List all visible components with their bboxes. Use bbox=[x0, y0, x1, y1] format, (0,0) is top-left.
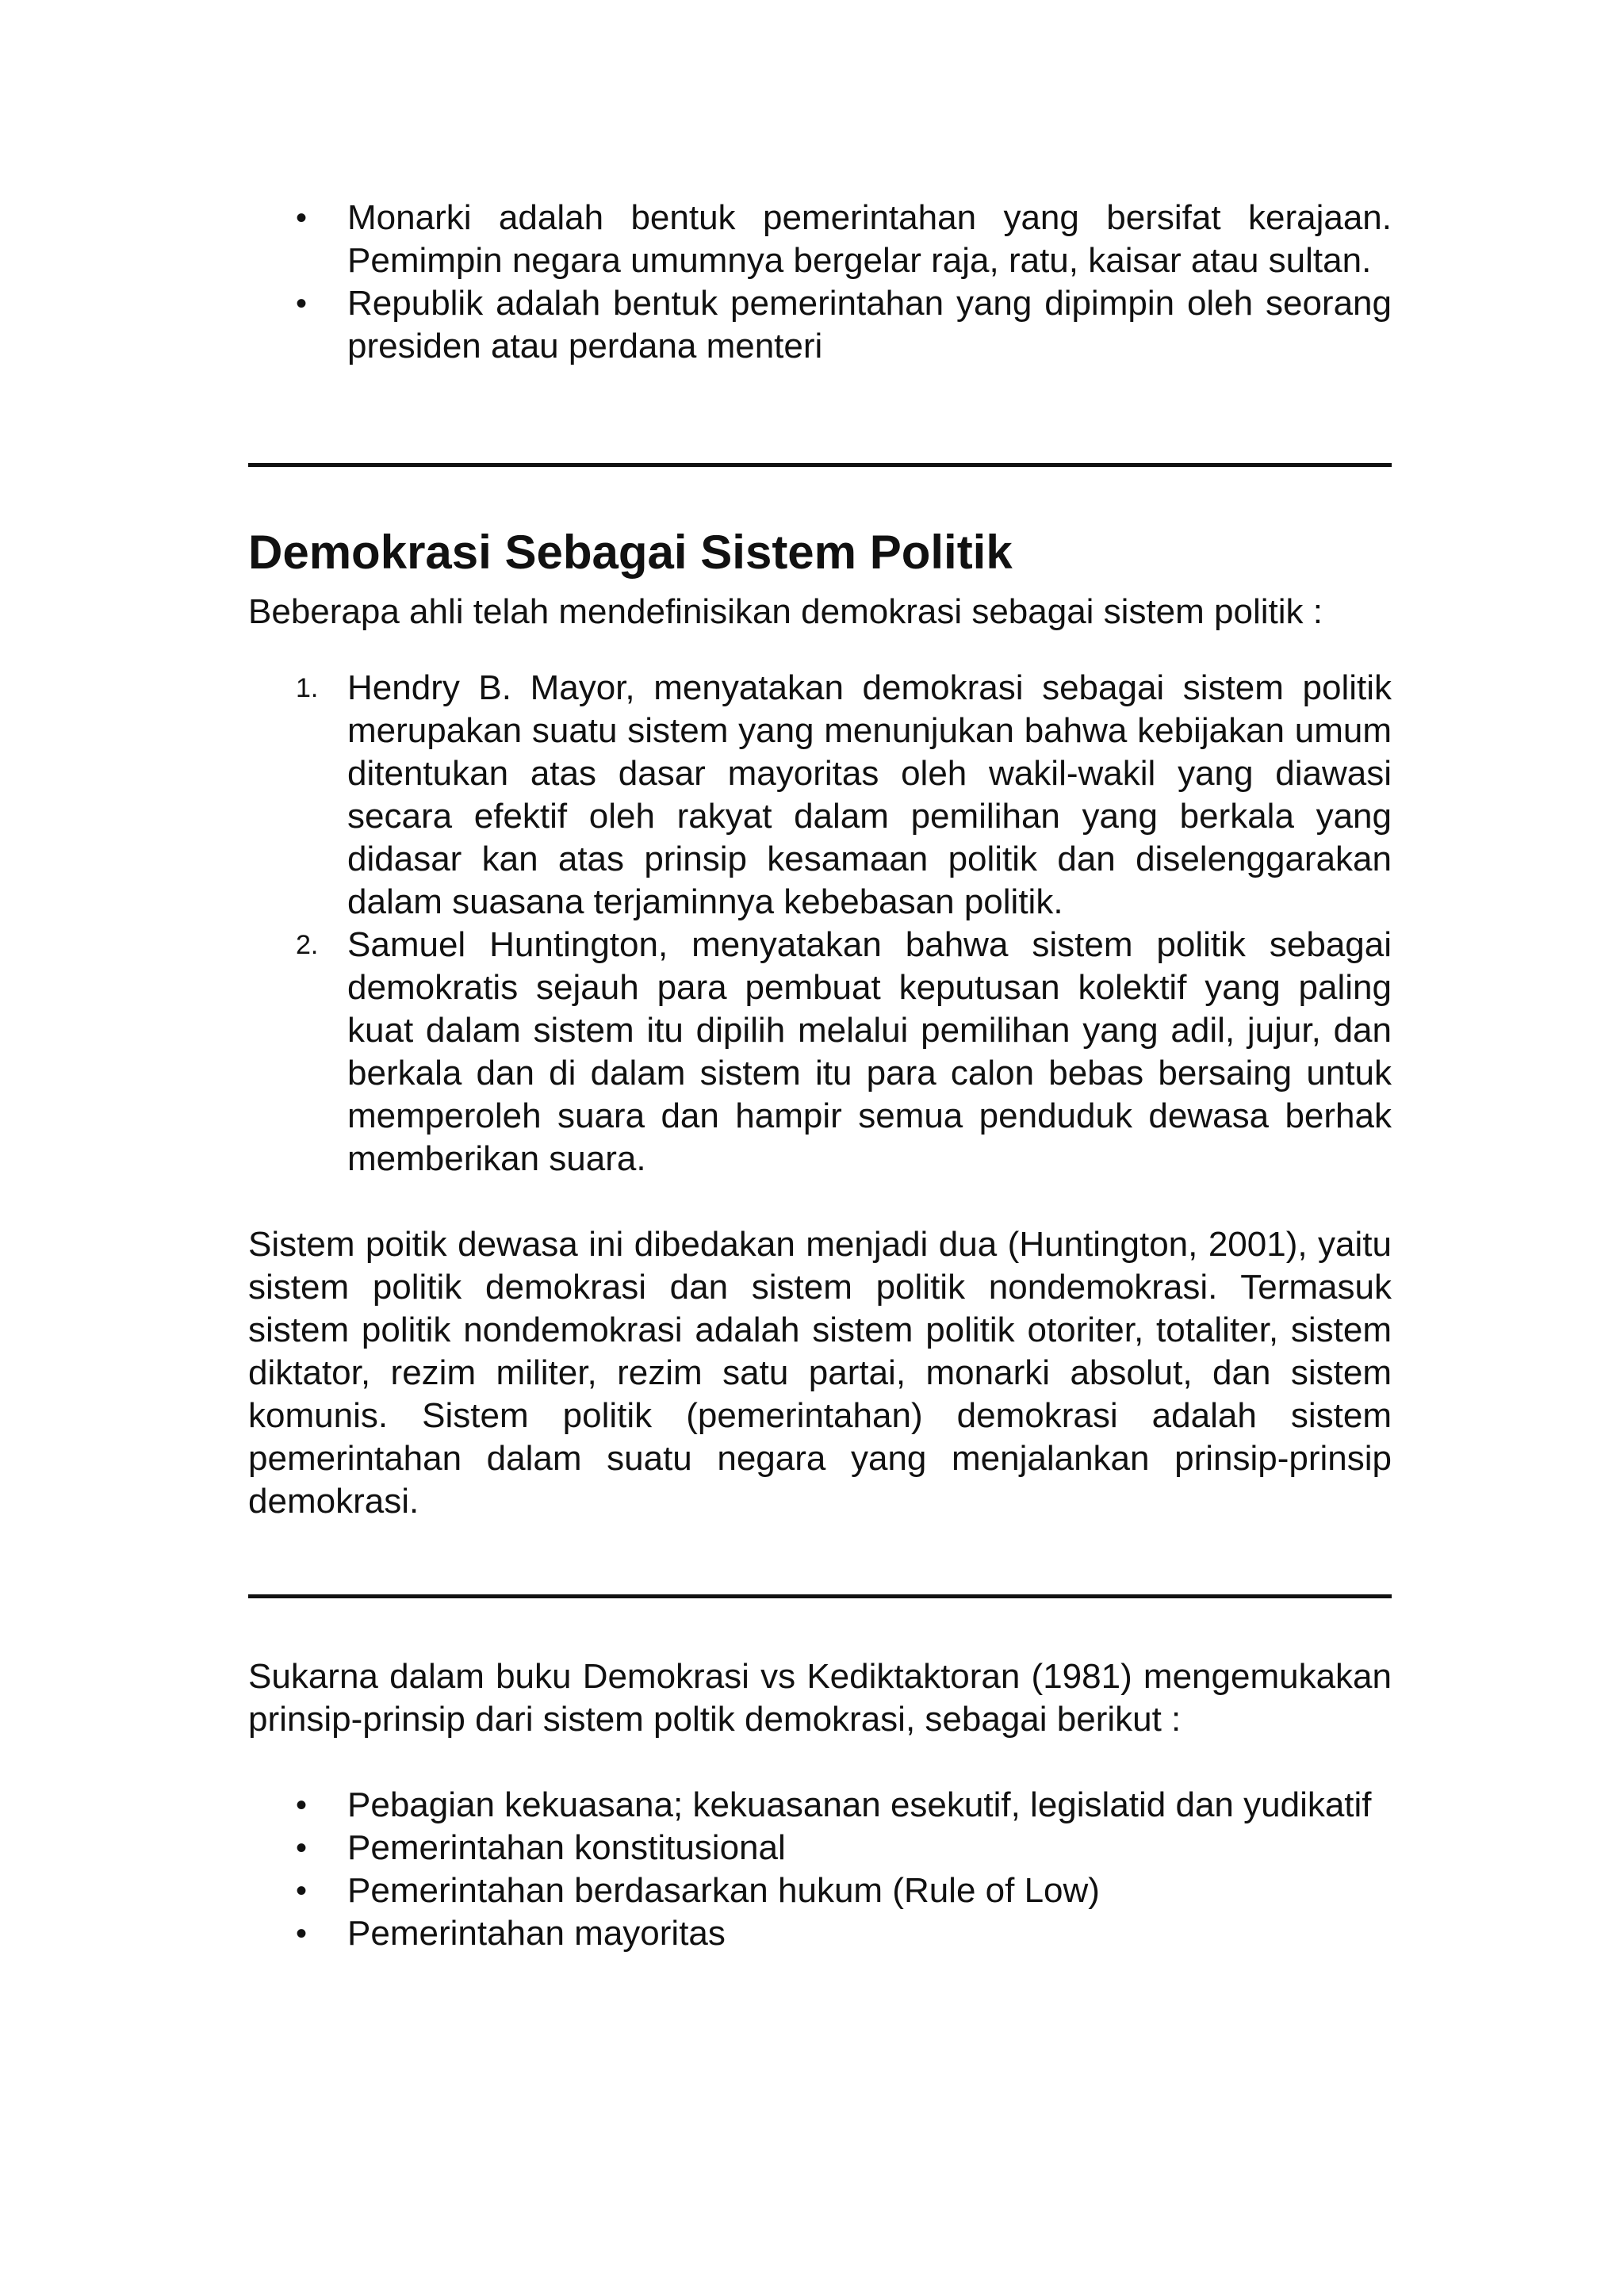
bullet-icon: • bbox=[296, 1788, 308, 1823]
bullet-icon: • bbox=[296, 1916, 308, 1951]
bullet-icon: • bbox=[296, 201, 308, 235]
list-item-text: Pebagian kekuasana; kekuasanan esekutif, legislatid dan yudikatif bbox=[347, 1785, 1372, 1824]
body-paragraph: Sistem poitik dewasa ini dibedakan menjadi dua (Huntington, 2001), yaitu sistem politik demokrasi dan sistem politik nondemokrasi. Termasuk sistem politik nondemokrasi adalah sistem politik otoriter, totaliter, sistem diktator, rezim militer, rezim satu partai, monarki absolut, dan sistem komunis. Sistem politik (pemerintahan) demokrasi adalah sistem pemerintahan dalam suatu negara yang menjalankan prinsip-prinsip demokrasi. bbox=[248, 1225, 1392, 1521]
list-number: 1. bbox=[296, 673, 319, 703]
intro-text: Beberapa ahli telah mendefinisikan demokrasi sebagai sistem politik : bbox=[248, 592, 1323, 631]
horizontal-rule bbox=[248, 463, 1392, 467]
list-item bbox=[248, 1827, 1392, 1869]
list-item-text: Samuel Huntington, menyatakan bahwa sistem politik sebagai demokratis sejauh para pembuat keputusan kolektif yang paling kuat dalam sistem itu dipilih melalui pemilihan yang adil, jujur, dan berkala dan di dalam sistem itu para calon bebas bersaing untuk memperoleh suara dan hampir semua penduduk dewasa berhak memberikan suara. bbox=[347, 925, 1392, 1178]
list-item-text: Pemerintahan konstitusional bbox=[347, 1828, 786, 1867]
list-number: 2. bbox=[296, 930, 319, 960]
list-item bbox=[248, 197, 1392, 282]
bottom-bullet-list bbox=[248, 1784, 1392, 1955]
horizontal-rule bbox=[248, 1594, 1392, 1598]
list-item-text: Monarki adalah bentuk pemerintahan yang bersifat kerajaan. Pemimpin negara umumnya bergelar raja, ratu, kaisar atau sultan. bbox=[347, 198, 1392, 280]
list-item bbox=[248, 924, 1392, 1181]
bullet-icon: • bbox=[296, 1873, 308, 1908]
list-item-text: Hendry B. Mayor, menyatakan demokrasi sebagai sistem politik merupakan suatu sistem yang menunjukan bahwa kebijakan umum ditentukan atas dasar mayoritas oleh wakil-wakil yang diawasi secara efektif oleh rakyat dalam pemilihan yang berkala yang didasar kan atas prinsip kesamaan politik dan diselenggarakan dalam suasana terjaminnya kebebasan politik. bbox=[347, 668, 1392, 921]
list-item bbox=[248, 282, 1392, 368]
list-item bbox=[248, 1784, 1392, 1827]
list-item bbox=[248, 1912, 1392, 1955]
list-item bbox=[248, 1869, 1392, 1912]
section-title: Demokrasi Sebagai Sistem Politik bbox=[248, 526, 1013, 579]
list-item-text: Republik adalah bentuk pemerintahan yang dipimpin oleh seorang presiden atau perdana menteri bbox=[347, 284, 1392, 365]
list-item-text: Pemerintahan mayoritas bbox=[347, 1914, 726, 1953]
bullet-icon: • bbox=[296, 286, 308, 321]
list-item bbox=[248, 667, 1392, 924]
numbered-list bbox=[248, 667, 1392, 1181]
sukarna-intro: Sukarna dalam buku Demokrasi vs Kediktaktoran (1981) mengemukakan prinsip-prinsip dari sistem poltik demokrasi, sebagai berikut : bbox=[248, 1657, 1392, 1739]
bullet-icon: • bbox=[296, 1831, 308, 1866]
top-bullet-list bbox=[248, 197, 1392, 368]
list-item-text: Pemerintahan berdasarkan hukum (Rule of Low) bbox=[347, 1871, 1100, 1910]
document-page bbox=[248, 197, 1392, 1955]
